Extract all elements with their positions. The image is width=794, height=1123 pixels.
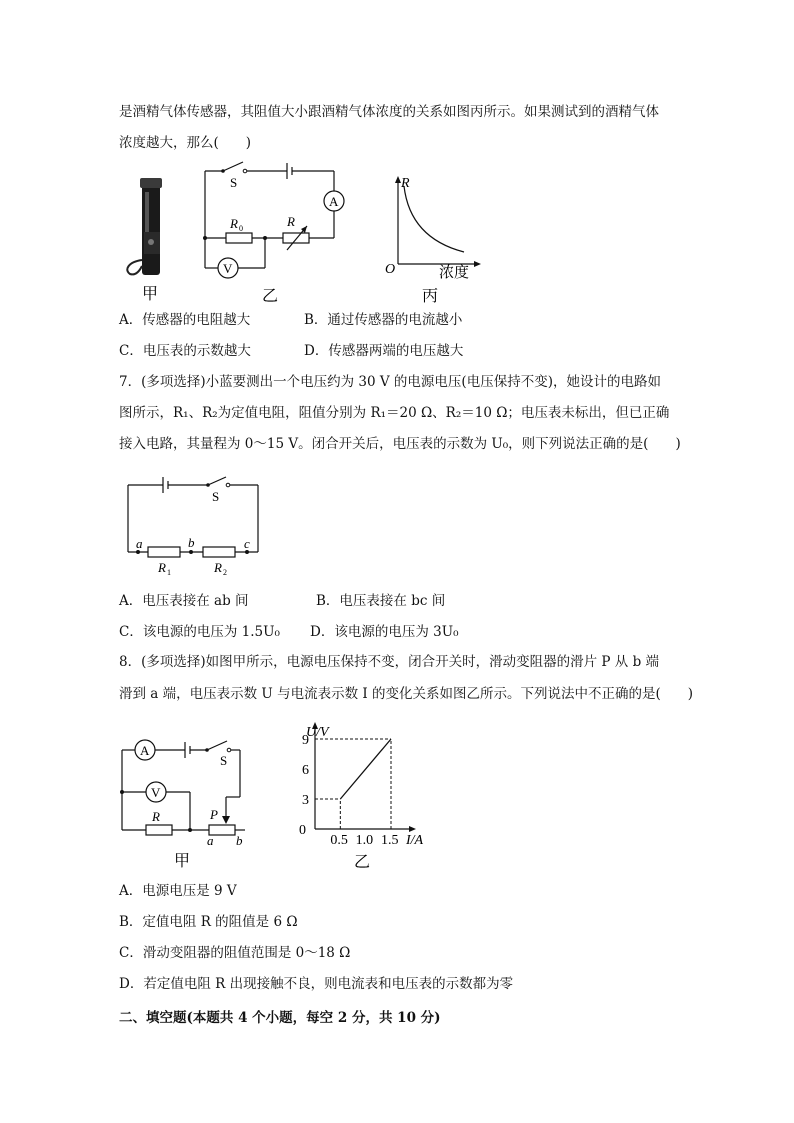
q7-option-b: B．电压表接在 bc 间 <box>316 593 446 609</box>
q7-option-a: A．电压表接在 ab 间 <box>119 593 249 609</box>
q6-circuit-diagram <box>195 158 355 308</box>
section2-heading: 二、填空题(本题共 4 个小题，每空 2 分，共 10 分) <box>119 1010 441 1026</box>
q7-stem-line3: 接入电路，其量程为 0～15 V。闭合开关后，电压表的示数为 U₀，则下列说法正确的是( ) <box>119 436 681 452</box>
svg-text:2: 2 <box>223 568 227 577</box>
x-axis-label: I/A <box>406 833 424 848</box>
series-line-0 <box>340 739 391 799</box>
svg-text:b: b <box>236 833 243 848</box>
svg-text:O: O <box>385 262 396 277</box>
y-axis-label: U/V <box>306 725 329 740</box>
svg-text:1: 1 <box>167 568 171 577</box>
svg-text:A: A <box>140 743 150 758</box>
y-tick-label-0: 3 <box>302 793 309 808</box>
svg-text:a: a <box>207 833 214 848</box>
svg-text:V: V <box>223 261 233 276</box>
svg-text:A: A <box>329 194 339 209</box>
svg-text:R: R <box>287 214 295 229</box>
q8-option-a: A．电源电压是 9 V <box>119 883 237 899</box>
y-tick-label-2: 9 <box>302 733 309 748</box>
q7-circuit-diagram <box>118 470 268 580</box>
q6-stem-line2: 浓度越大，那么( ) <box>119 135 252 151</box>
label-bing: 丙 <box>422 288 439 305</box>
svg-text:S: S <box>220 753 228 768</box>
q7-option-d: D．该电源的电压为 3U₀ <box>310 624 459 640</box>
q8-option-c: C．滑动变阻器的阻值范围是 0～18 Ω <box>119 945 351 961</box>
q6-option-d: D．传感器两端的电压越大 <box>304 343 464 359</box>
svg-text:R: R <box>152 809 160 824</box>
svg-text:a: a <box>136 536 143 551</box>
x-tick-label-2: 1.5 <box>381 833 399 848</box>
q6-resistance-curve <box>382 168 482 308</box>
svg-text:浓度: 浓度 <box>439 265 470 281</box>
q7-stem-line2: 图所示，R₁、R₂为定值电阻，阻值分别为 R₁＝20 Ω、R₂＝10 Ω；电压表未标出，但已正确 <box>119 405 670 421</box>
svg-text:R: R <box>230 216 238 231</box>
svg-text:V: V <box>151 785 161 800</box>
q8-stem-line2: 滑到 a 端，电压表示数 U 与电流表示数 I 的变化关系如图乙所示。下列说法中不正确的是( ) <box>119 686 694 702</box>
q6-option-b: B．通过传感器的电流越小 <box>304 312 463 328</box>
q8-stem-line1: 8．(多项选择)如图甲所示，电源电压保持不变，闭合开关时，滑动变阻器的滑片 P 从 b 端 <box>119 654 660 670</box>
label-jia: 甲 <box>174 853 191 870</box>
q6-option-c: C．电压表的示数越大 <box>119 343 251 359</box>
chart-series <box>340 739 391 799</box>
slider-arrow-icon <box>222 816 230 824</box>
chart-x-ticks <box>330 833 398 848</box>
origin-label: 0 <box>299 823 306 838</box>
q6-stem-line1: 是酒精气体传感器，其阻值大小跟酒精气体浓度的关系如图丙所示。如果测试到的酒精气体 <box>119 104 659 120</box>
q8-option-d: D．若定值电阻 R 出现接触不良，则电流表和电压表的示数都为零 <box>119 976 514 992</box>
q7-stem-line1: 7．(多项选择)小蓝要测出一个电压约为 30 V 的电源电压(电压保持不变)，她设计的电路如 <box>119 374 661 390</box>
label-yi: 乙 <box>354 854 371 871</box>
svg-text:c: c <box>244 536 250 551</box>
svg-text:0: 0 <box>239 224 243 233</box>
q8-option-b: B．定值电阻 R 的阻值是 6 Ω <box>119 914 298 930</box>
q8-circuit-diagram <box>112 730 262 875</box>
x-tick-label-1: 1.0 <box>355 833 374 848</box>
breathalyzer-device-image <box>120 170 180 305</box>
svg-text:P: P <box>210 807 218 822</box>
svg-text:b: b <box>188 535 195 550</box>
svg-text:S: S <box>212 489 220 504</box>
x-axis-arrow-icon <box>409 826 416 832</box>
svg-text:R: R <box>401 176 410 191</box>
y-tick-label-1: 6 <box>302 763 309 778</box>
q8-ui-chart <box>282 716 442 876</box>
chart-y-ticks <box>302 733 309 808</box>
svg-text:R: R <box>214 560 222 575</box>
x-tick-label-0: 0.5 <box>330 833 348 848</box>
q6-option-a: A．传感器的电阻越大 <box>119 312 251 328</box>
svg-text:R: R <box>158 560 166 575</box>
label-jia: 甲 <box>142 286 159 303</box>
switch-label: S <box>230 175 238 190</box>
q7-option-c: C．该电源的电压为 1.5U₀ <box>119 624 280 640</box>
label-yi: 乙 <box>262 288 279 305</box>
